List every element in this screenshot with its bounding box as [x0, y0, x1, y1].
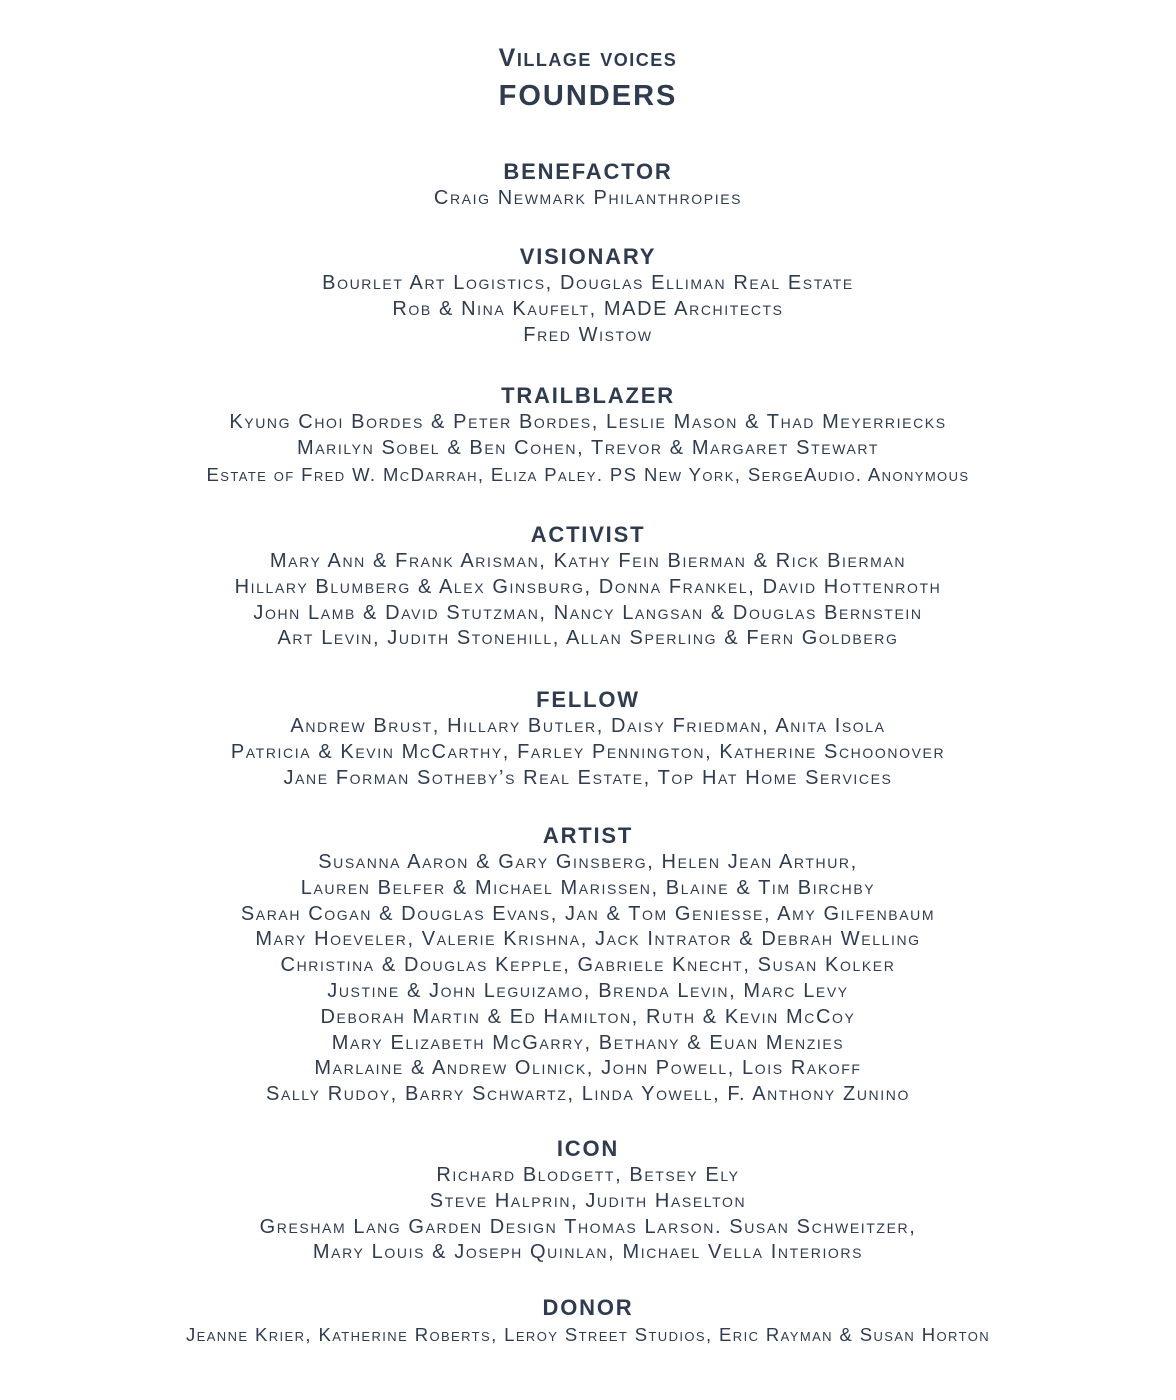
donor-line: Kyung Choi Bordes & Peter Bordes, Leslie Mason & Thad Meyerriecks: [229, 411, 947, 433]
donor-line: Marlaine & Andrew Olinick, John Powell, Lois Rakoff: [314, 1057, 862, 1080]
section-icon: [0, 1135, 1176, 1266]
donor-line: Sally Rudoy, Barry Schwartz, Linda Yowell, F. Anthony Zunino: [266, 1083, 910, 1106]
section-benefactor: [0, 158, 1176, 212]
section-heading: BENEFACTOR: [503, 159, 673, 184]
donor-line: Jeanne Krier, Katherine Roberts, Leroy Street Studios, Eric Rayman & Susan Horton: [186, 1324, 990, 1345]
donor-line: Steve Halprin, Judith Haselton: [429, 1189, 747, 1212]
section-artist: [0, 822, 1176, 1108]
donor-line: Gresham Lang Garden Design Thomas Larson. Susan Schweitzer,: [259, 1215, 917, 1238]
donor-line: Richard Blodgett, Betsey Ely: [436, 1164, 740, 1186]
section-fellow: [0, 686, 1176, 791]
donor-line: Andrew Brust, Hillary Butler, Daisy Friedman, Anita Isola: [290, 715, 886, 737]
donor-list: [0, 1163, 1176, 1266]
donor-line: Deborah Martin & Ed Hamilton, Ruth & Kevin McCoy: [320, 1005, 856, 1028]
page-title: Village voices: [498, 44, 678, 72]
donor-line: Susanna Aaron & Gary Ginsberg, Helen Jean Arthur,: [318, 851, 858, 873]
donor-list: [0, 714, 1176, 791]
section-heading: VISIONARY: [519, 244, 657, 269]
donor-line: Mary Louis & Joseph Quinlan, Michael Vella Interiors: [312, 1241, 864, 1264]
section-activist: [0, 521, 1176, 652]
donor-line: Sarah Cogan & Douglas Evans, Jan & Tom Geniesse, Amy Gilfenbaum: [240, 902, 936, 925]
donor-list: [0, 850, 1176, 1108]
donor-line: Estate of Fred W. McDarrah, Eliza Paley. PS New York, SergeAudio. Anonymous: [206, 463, 970, 485]
donor-line: Craig Newmark Philanthropies: [433, 187, 743, 209]
section-visionary: [0, 243, 1176, 348]
section-heading: FELLOW: [536, 687, 640, 712]
donor-line: Hillary Blumberg & Alex Ginsburg, Donna Frankel, David Hottenroth: [234, 575, 942, 598]
donor-list: [0, 549, 1176, 652]
section-heading: ACTIVIST: [530, 522, 646, 547]
page-subtitle: FOUNDERS: [498, 80, 678, 112]
donor-line: Justine & John Leguizamo, Brenda Levin, Marc Levy: [327, 979, 849, 1002]
donor-line: Rob & Nina Kaufelt, MADE Architects: [392, 297, 784, 320]
donor-line: Jane Forman Sotheby’s Real Estate, Top Hat Home Services: [283, 766, 893, 789]
donor-list: [0, 410, 1176, 487]
section-heading: TRAILBLAZER: [501, 383, 675, 408]
section-trailblazer: [0, 382, 1176, 487]
donor-line: Mary Elizabeth McGarry, Bethany & Euan Menzies: [331, 1031, 845, 1054]
donor-line: Christina & Douglas Kepple, Gabriele Knecht, Susan Kolker: [280, 954, 896, 977]
donor-line: Mary Hoeveler, Valerie Krishna, Jack Intrator & Debrah Welling: [255, 928, 921, 951]
donor-line: Mary Ann & Frank Arisman, Kathy Fein Bierman & Rick Bierman: [269, 550, 907, 572]
donor-line: Lauren Belfer & Michael Marissen, Blaine & Tim Birchby: [300, 876, 876, 899]
donor-line: Marilyn Sobel & Ben Cohen, Trevor & Margaret Stewart: [296, 436, 880, 459]
donor-list: [0, 1322, 1176, 1348]
section-donor: [0, 1294, 1176, 1348]
section-heading: ICON: [556, 1136, 620, 1161]
donor-line: John Lamb & David Stutzman, Nancy Langsan & Douglas Bernstein: [253, 601, 923, 624]
donor-line: Fred Wistow: [523, 323, 653, 346]
donor-list: [0, 186, 1176, 212]
donor-line: Patricia & Kevin McCarthy, Farley Pennington, Katherine Schoonover: [230, 740, 946, 763]
donor-list: [0, 271, 1176, 348]
donor-line: Bourlet Art Logistics, Douglas Elliman Real Estate: [322, 272, 854, 294]
section-heading: DONOR: [542, 1295, 634, 1320]
section-heading: ARTIST: [542, 823, 634, 848]
donor-line: Art Levin, Judith Stonehill, Allan Sperling & Fern Goldberg: [277, 627, 899, 650]
